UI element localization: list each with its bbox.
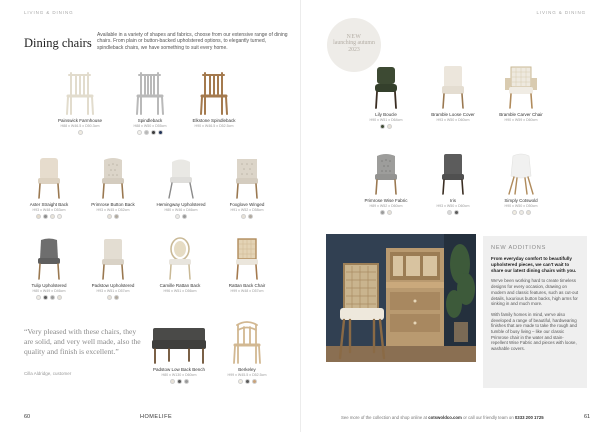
product-name: Elkstone Spindleback [192,118,236,123]
spindle-chair-image [229,319,265,365]
product-name: Padstow Upholstered [91,283,135,288]
color-swatch[interactable] [182,214,187,219]
product-dimensions: H90 x W50 x D50cm [504,204,538,208]
product-dimensions: H96 x W51 x D56cm [163,289,197,293]
upholstered-chair-image [435,152,471,196]
color-swatch[interactable] [177,379,182,384]
footer-phone-link[interactable]: 0333 200 1725 [514,415,544,420]
spindle-chair-image [196,70,232,116]
color-swatch[interactable] [43,214,48,219]
color-swatch[interactable] [170,379,175,384]
product-dimensions: H93 x W48 x D53cm [32,208,66,212]
upholstered-chair-image [229,156,265,200]
product-name: Camille Rattan Back [159,283,201,288]
swatch-group [414,210,492,216]
color-swatch[interactable] [454,210,459,215]
product-name: Hemingway Upholstered [156,202,206,207]
intro-text: Available in a variety of shapes and fabrics, choose from our extensive range of dining chairs. From plain or button-backed upholstered options, to elegantly turned, spindleback chairs, we have something to suit every home. [97,32,288,51]
new-additions-paragraph-1: We've been working hard to create timeless designs for every occasion, drawing on modern and classic features, such as cut-out details, luxurious button backs, high arms for sinking in and much more. [491,278,579,307]
footer-middle: or call our friendly team on [463,415,514,420]
product-name: Tulip Upholstered [31,283,67,288]
color-swatch[interactable] [387,210,392,215]
color-swatch[interactable] [137,130,142,135]
upholstered-chair-image [31,156,67,200]
color-swatch[interactable] [107,295,112,300]
swatch-group [140,379,218,385]
swatch-group [208,295,286,301]
color-swatch[interactable] [144,130,149,135]
spindle-chair-image [132,70,168,116]
color-swatch[interactable] [447,210,452,215]
color-swatch[interactable] [114,295,119,300]
product-name: Padstow Low Back Bench [152,367,206,372]
product-dimensions: H93 x W50 x D60cm [436,118,470,122]
product-dimensions: H93 x W51 x D57cm [96,289,130,293]
product-dimensions: H80 x W46 x D46cm [164,208,198,212]
footer-website-link[interactable]: cotswoldco.com [428,415,462,420]
swatch-group [208,379,286,385]
color-swatch[interactable] [114,214,119,219]
color-swatch[interactable] [158,130,163,135]
product-name: Painswick Farmhouse [57,118,102,123]
color-swatch[interactable] [175,214,180,219]
product-name: Foxglove Winged [229,202,265,207]
footer-prefix: See more of the collection and shop online at [341,415,427,420]
product-dimensions: H89 x W52 x D60cm [369,204,403,208]
spindle-chair-image [62,70,98,116]
product-dimensions: H99 x W45.5 x D52.5cm [227,373,267,377]
color-swatch[interactable] [380,210,385,215]
color-swatch[interactable] [512,210,517,215]
color-swatch[interactable] [43,295,48,300]
page-number: 60 [24,414,31,420]
quote-author: Cilla Aldridge, customer [24,371,72,376]
product-name: Aster Straight Back [29,202,69,207]
swatch-group [482,124,560,130]
upholstered-chair-image [368,64,404,110]
page-title: Dining chairs [24,36,92,50]
rattan-chair-image [501,64,541,110]
product-simply-cotswold[interactable] [482,152,560,216]
product-name: Simply Cotswold [504,198,538,203]
new-additions-lead: From everyday comfort to beautifully upholstered pieces, we can't wait to share our latest dining chairs with you. [491,256,577,273]
product-name: Berkeley [238,367,256,372]
swatch-group [414,124,492,130]
product-name: Primrose Button Back [91,202,135,207]
running-head: LIVING & DINING [24,10,74,15]
swatch-group [482,210,560,216]
rattan-chair-image [162,237,198,281]
new-additions-heading: NEW ADDITIONS [491,245,547,251]
product-foxglove-winged[interactable] [208,156,286,220]
color-swatch[interactable] [238,379,243,384]
product-name: Rattan Back Chair [228,283,266,288]
product-dimensions: H88 x W50 x D55cm [133,124,167,128]
product-padstow-low-back-bench[interactable] [140,323,218,385]
product-dimensions: H90 x W51 x D64cm [369,118,403,122]
product-dimensions: H93 x W45 x D52cm [96,208,130,212]
product-name: Bramble Carver Chair [499,112,543,117]
product-dimensions: H80 x W49 x D46cm [32,289,66,293]
badge-new: NEW [346,34,362,40]
upholstered-chair-image [368,152,404,196]
lifestyle-photo [326,234,476,362]
product-primrose-button-back[interactable] [74,156,152,220]
bench-image [149,323,209,365]
swatch-group [175,130,253,136]
running-head: LIVING & DINING [536,10,586,15]
product-name: Bramble Loose Cover [431,112,475,117]
swatch-group [41,130,119,136]
product-dimensions: H80 x W130 x D60cm [161,373,197,377]
product-painswick-farmhouse[interactable] [41,70,119,136]
upholstered-chair-image [95,237,131,281]
swatch-group [208,214,286,220]
product-elkstone-spindleback[interactable] [175,70,253,136]
upholstered-chair-image [435,64,471,110]
color-swatch[interactable] [519,210,524,215]
product-berkeley[interactable] [208,319,286,385]
moulded-chair-image [503,152,539,196]
color-swatch[interactable] [380,124,385,129]
product-bramble-carver-chair[interactable] [482,64,560,130]
color-swatch[interactable] [245,379,250,384]
dining-room-scene-image [326,234,476,362]
color-swatch[interactable] [36,295,41,300]
product-dimensions: H90 x W46.5 x D52.5cm [194,124,234,128]
color-swatch[interactable] [107,214,112,219]
product-name: Primrose Wise Fabric [364,198,408,203]
product-dimensions: H88 x W46.5 x D50.3cm [60,124,100,128]
color-swatch[interactable] [526,210,531,215]
color-swatch[interactable] [57,214,62,219]
color-swatch[interactable] [252,379,257,384]
footer-contact [341,415,544,420]
color-swatch[interactable] [78,130,83,135]
badge-launch-text: launching autumn 2023 [333,40,375,53]
product-iris[interactable] [414,152,492,216]
color-swatch[interactable] [151,130,156,135]
upholstered-chair-image [163,156,199,200]
color-swatch[interactable] [387,124,392,129]
upholstered-chair-image [95,156,131,200]
color-swatch[interactable] [57,295,62,300]
color-swatch[interactable] [241,214,246,219]
color-swatch[interactable] [184,379,189,384]
product-dimensions: H90 x W59 x D60cm [504,118,538,122]
color-swatch[interactable] [50,214,55,219]
magazine-name: HOMELIFE [140,414,173,420]
rattan-chair-image [229,237,265,281]
product-dimensions: H91 x W52 x D58cm [230,208,264,212]
product-dimensions: H93 x W50 x D60cm [436,204,470,208]
color-swatch[interactable] [248,214,253,219]
new-additions-paragraph-2: With family homes in mind, we've also developed a range of beautiful, hardwearing finishes that are made to take the rough and tumble of busy living – like our classic Primrose chair in the water and stain-repellent Wise Fabric and pieces with loose, washable covers. [491,311,577,352]
product-name: Spindleback [137,118,163,123]
swatch-group [74,214,152,220]
color-swatch[interactable] [50,295,55,300]
new-additions-panel [483,236,587,388]
customer-quote: “Very pleased with these chairs, they are solid, and very well made, also the quality and finish is excellent.” [24,327,141,357]
product-name: Lily Boucle [375,112,397,117]
product-bramble-loose-cover[interactable] [414,64,492,130]
product-dimensions: H99 x W48 x D57cm [230,289,264,293]
product-rattan-back-chair[interactable] [208,237,286,301]
color-swatch[interactable] [36,214,41,219]
product-name: Iris [450,198,456,203]
page-number: 61 [584,414,591,420]
right-page [300,0,600,432]
upholstered-chair-image [31,237,67,281]
